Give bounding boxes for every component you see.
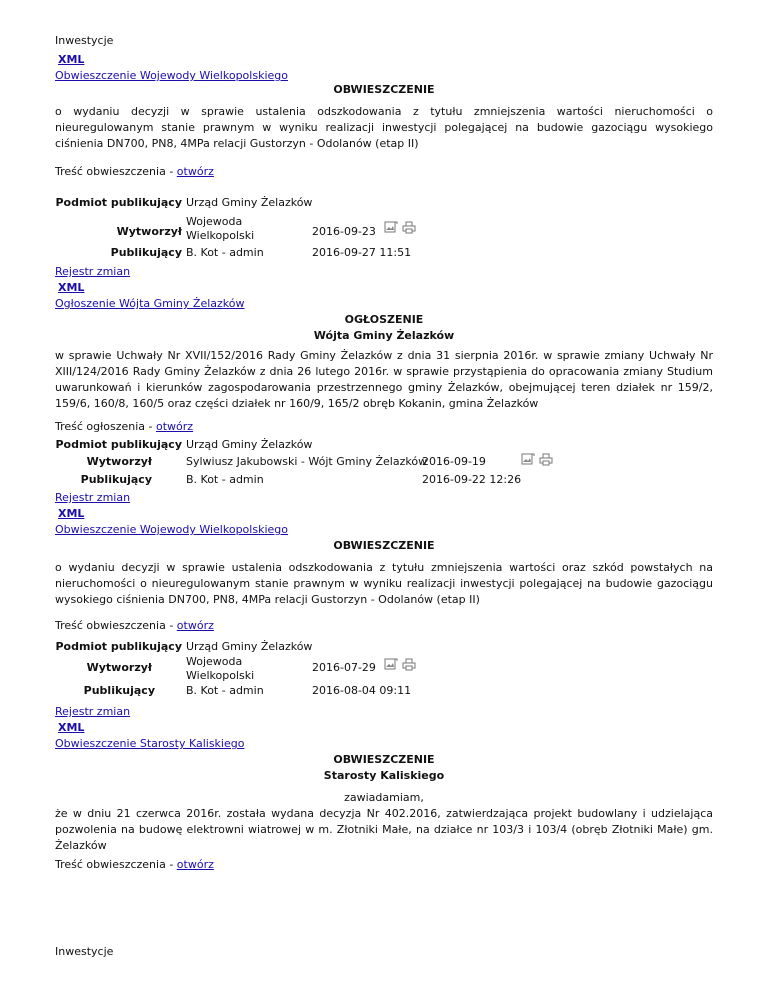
publikujacy-label: Publikujący [110, 246, 182, 259]
otworz-link[interactable]: otwórz [176, 165, 214, 178]
publikujacy-value: B. Kot - admin [186, 684, 264, 697]
wytworzyl-label: Wytworzył [86, 455, 152, 468]
action-icons [384, 657, 420, 671]
entry-title: OBWIESZCZENIE [333, 753, 435, 766]
page-footer: Inwestycje [55, 945, 114, 958]
image-icon[interactable] [521, 452, 535, 465]
tresc-line [55, 618, 713, 634]
tresc-line [55, 857, 713, 873]
entry-body: o wydaniu decyzji w sprawie ustalenia odszkodowania z tytułu zmniejszenia wartości nieruchomości o nieuregulowanym stanie prawnym w wyniku realizacji inwestycji polegającej na budowie gazociągu wysokiego ciśnienia DN700, PN8, 4MPa relacji Gustorzyn - Odolanów (etap II) [55, 105, 713, 150]
entry-link[interactable]: Ogłoszenie Wójta Gminy Żelazków [55, 297, 245, 310]
publikujacy-label: Publikujący [80, 473, 152, 486]
meta-table [55, 640, 575, 700]
podmiot-label: Podmiot publikujący [55, 640, 182, 653]
entry-title: OGŁOSZENIE [344, 313, 424, 326]
entry-body: o wydaniu decyzji w sprawie ustalenia odszkodowania z tytułu zmniejszenia wartości oraz szkód powstałych na nieruchomości o nieuregulowanym stanie prawnym w wyniku realizacji inwestycji polegającej na budowie gazociągu wysokiego ciśnienia DN700, PN8, 4MPa relacji Gustorzyn - Odolanów (etap II) [55, 561, 713, 606]
wytworzyl-date: 2016-07-29 [312, 661, 376, 674]
entry-intro: zawiadamiam, [344, 791, 424, 804]
entry-body: w sprawie Uchwały Nr XVII/152/2016 Rady Gminy Żelazków z dnia 31 sierpnia 2016r. w sprawie zmiany Uchwały Nr XIII/124/2016 Rady Gminy Żelazków z dnia 26 lutego 2016r. w sprawie przystąpienia do opracowania zmiany Studium uwarunkowań i kierunków zagospodarowania przestrzennego gminy Żelazków, obejmującej teren działek nr 159/2, 159/6, 160/8, 160/5 oraz części działek nr 160/9, 165/2 obręb Kokanin, gmina Żelazków [55, 349, 713, 410]
print-icon[interactable] [539, 452, 553, 465]
wytworzyl-value: Wojewoda Wielkopolski [186, 215, 255, 242]
meta-table [55, 196, 575, 259]
print-icon[interactable] [402, 220, 416, 233]
tresc-label: Treść ogłoszenia - [55, 420, 156, 433]
otworz-link[interactable]: otwórz [156, 420, 194, 433]
entry-1 [55, 52, 713, 98]
tresc-label: Treść obwieszczenia - [55, 165, 177, 178]
page-header: Inwestycje [55, 34, 114, 47]
rejestr-zmian-link[interactable]: Rejestr zmian [55, 491, 131, 504]
wytworzyl-label: Wytworzył [86, 661, 152, 674]
entry-link[interactable]: Obwieszczenie Wojewody Wielkopolskiego [55, 523, 288, 536]
entry-link[interactable]: Obwieszczenie Wojewody Wielkopolskiego [55, 69, 288, 82]
podmiot-value: Urząd Gminy Żelazków [186, 438, 313, 451]
entry-link[interactable]: Obwieszczenie Starosty Kaliskiego [55, 737, 245, 750]
wytworzyl-date: 2016-09-23 [312, 225, 376, 238]
tresc-label: Treść obwieszczenia - [55, 619, 177, 632]
otworz-link[interactable]: otwórz [176, 858, 214, 871]
rejestr-zmian-link[interactable]: Rejestr zmian [55, 265, 131, 278]
entry-3 [55, 490, 713, 554]
tresc-label: Treść obwieszczenia - [55, 858, 177, 871]
podmiot-value: Urząd Gminy Żelazków [186, 640, 313, 653]
publikujacy-value: B. Kot - admin [186, 246, 264, 259]
tresc-line [55, 419, 713, 435]
rejestr-zmian-link[interactable]: Rejestr zmian [55, 705, 131, 718]
wytworzyl-value: Wojewoda Wielkopolski [186, 655, 255, 682]
publikujacy-value: B. Kot - admin [186, 473, 264, 486]
entry-title: OBWIESZCZENIE [333, 83, 435, 96]
publikujacy-date: 2016-09-22 12:26 [422, 473, 522, 486]
xml-link[interactable]: XML [58, 507, 85, 520]
xml-link[interactable]: XML [58, 721, 85, 734]
entry-subtitle: Wójta Gminy Żelazków [313, 329, 455, 342]
wytworzyl-value: Sylwiusz Jakubowski - Wójt Gminy Żelazków [186, 455, 428, 468]
wytworzyl-date: 2016-09-19 [422, 455, 486, 468]
podmiot-label: Podmiot publikujący [55, 196, 182, 209]
entry-title: OBWIESZCZENIE [333, 539, 435, 552]
image-icon[interactable] [384, 220, 398, 233]
podmiot-label: Podmiot publikujący [55, 438, 182, 451]
image-icon[interactable] [384, 657, 398, 670]
publikujacy-date: 2016-09-27 11:51 [312, 246, 412, 259]
podmiot-value: Urząd Gminy Żelazków [186, 196, 313, 209]
publikujacy-label: Publikujący [83, 684, 155, 697]
entry-2 [55, 264, 713, 344]
action-icons [521, 452, 557, 466]
print-icon[interactable] [402, 657, 416, 670]
entry-4 [55, 704, 713, 784]
entry-body: że w dniu 21 czerwca 2016r. została wydana decyzja Nr 402.2016, zatwierdzająca projekt budowlany i udzielająca pozwolenia na budowę elektrowni wiatrowej w m. Złotniki Małe, na działce nr 103/3 i 103/4 (obręb Złotniki Małe) gm. Żelazków [55, 807, 713, 852]
meta-table [55, 438, 575, 488]
xml-link[interactable]: XML [58, 53, 85, 66]
publikujacy-date: 2016-08-04 09:11 [312, 684, 412, 697]
action-icons [384, 220, 420, 234]
wytworzyl-label: Wytworzył [116, 225, 182, 238]
tresc-line [55, 164, 713, 180]
entry-subtitle: Starosty Kaliskiego [323, 769, 445, 782]
xml-link[interactable]: XML [58, 281, 85, 294]
otworz-link[interactable]: otwórz [176, 619, 214, 632]
